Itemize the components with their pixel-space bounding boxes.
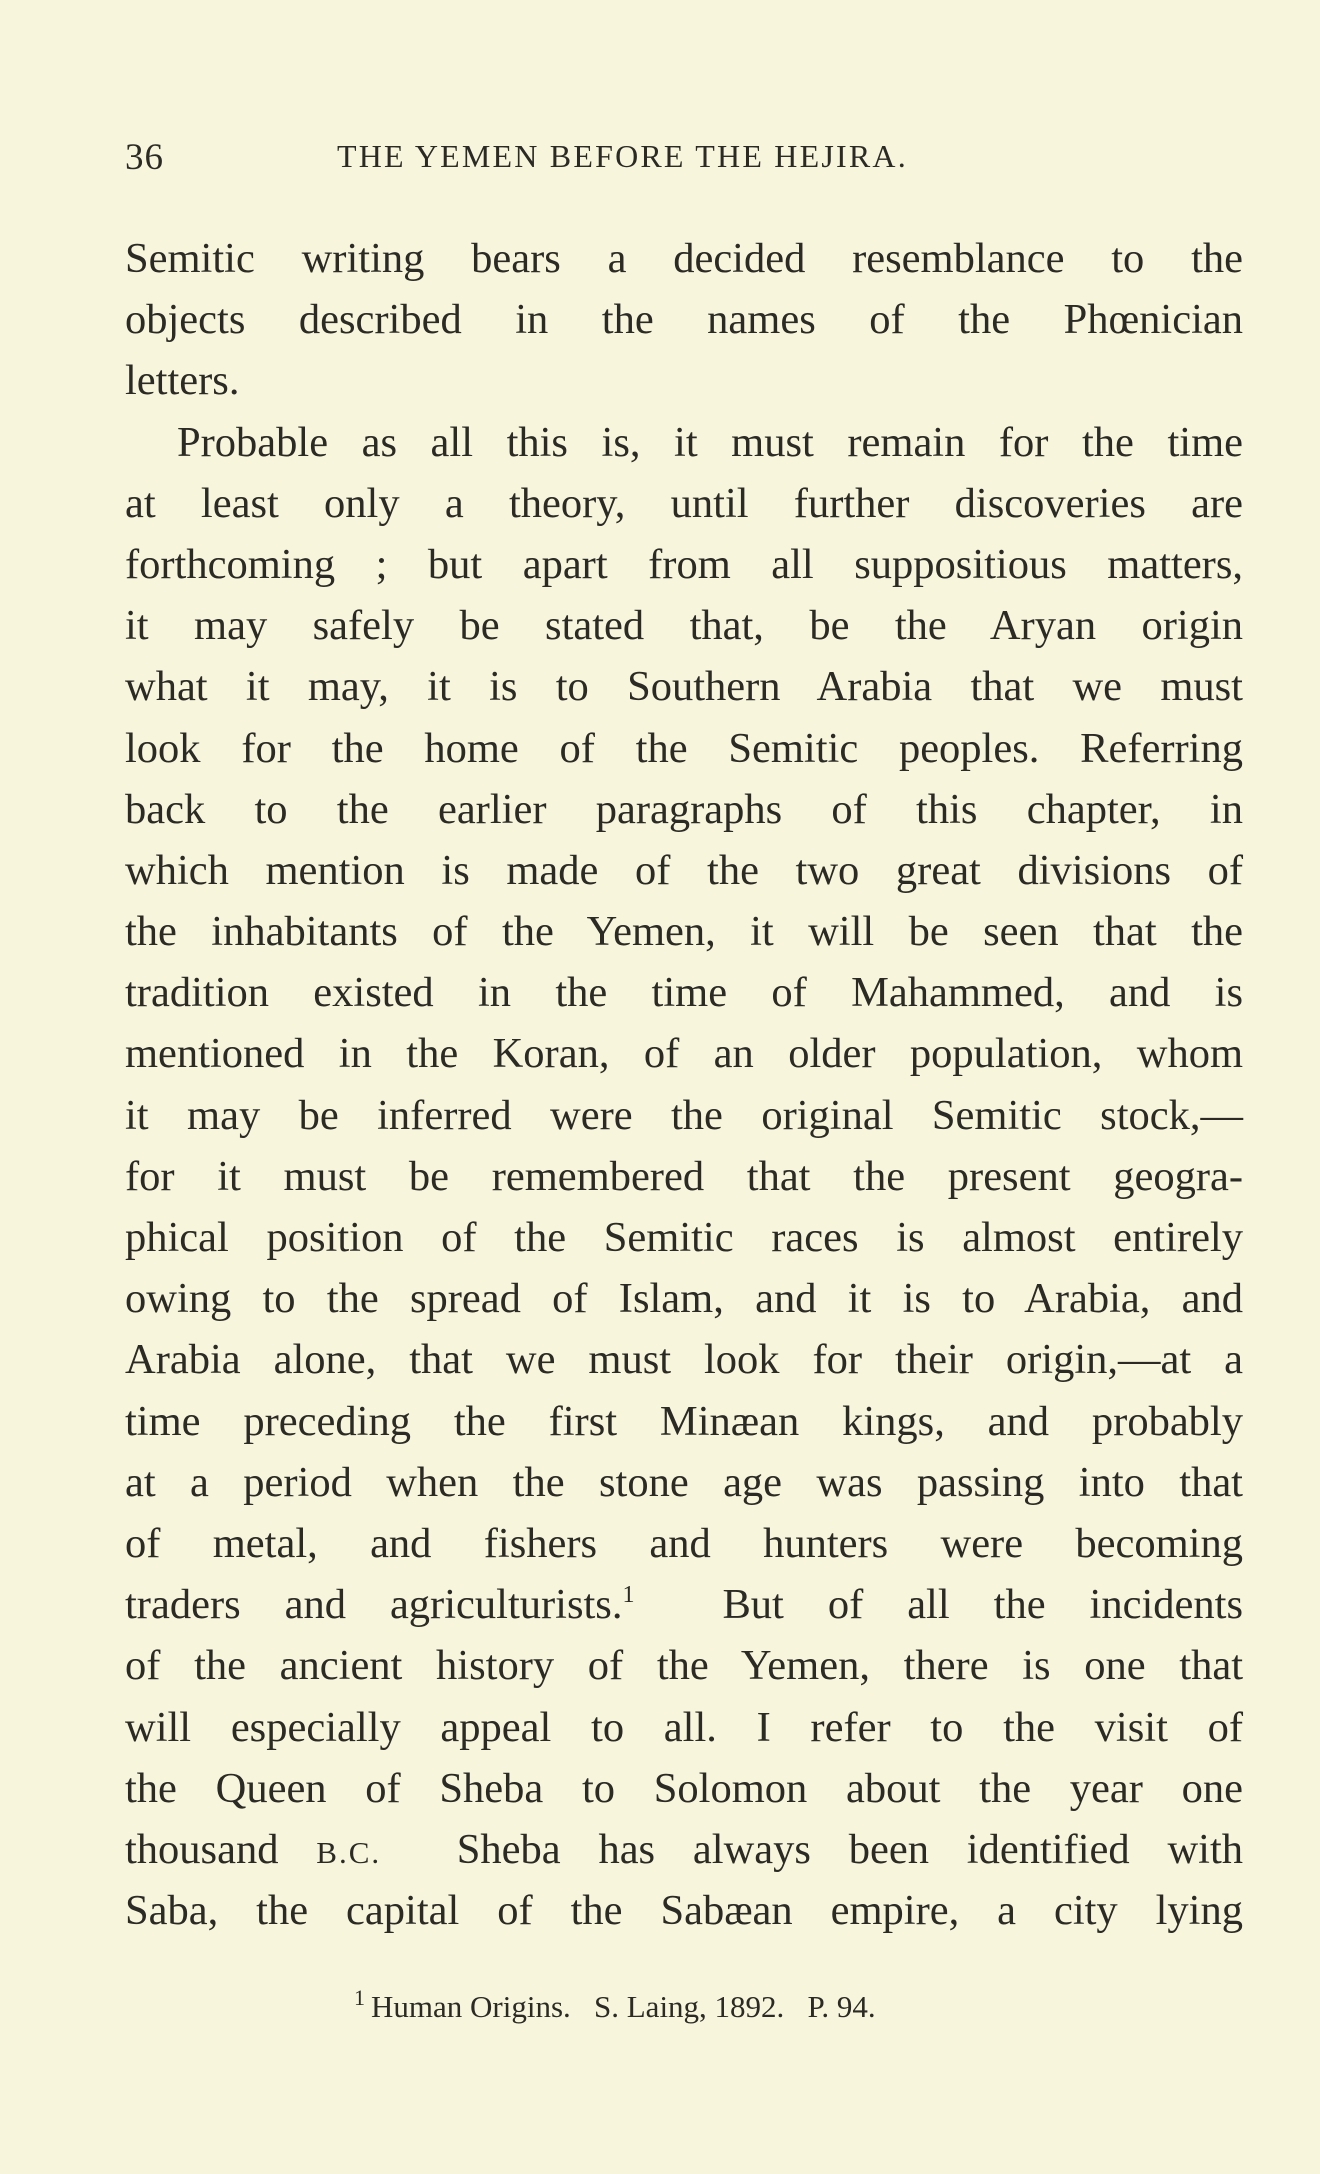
page-number: 36 [125, 137, 164, 178]
text-line: for it must be remembered that the present geogra- [125, 1152, 1243, 1200]
text-line: time preceding the first Minæan kings, and probably [125, 1397, 1243, 1445]
text-line [125, 1819, 1243, 1880]
text-line: Arabia alone, that we must look for their origin,—at a [125, 1336, 1243, 1384]
text-line: Semitic writing bears a decided resemblance to the [125, 235, 1243, 282]
text-line: of the ancient history of the Yemen, there is one that [125, 1642, 1243, 1690]
text-line: Probable as all this is, it must remain for the time [177, 418, 1243, 466]
body-text [125, 228, 1243, 1941]
text-line: it may safely be stated that, be the Aryan origin [125, 602, 1243, 650]
text-line: back to the earlier paragraphs of this chapter, in [125, 785, 1243, 833]
text-line: Saba, the capital of the Sabæan empire, a city lying [125, 1887, 1243, 1935]
text-line: what it may, it is to Southern Arabia that we must [125, 663, 1243, 711]
text-line: at a period when the stone age was passing into that [125, 1458, 1243, 1506]
footnote-text: Human Origins. S. Laing, 1892. P. 94. [371, 1989, 876, 2024]
text-line: mentioned in the Koran, of an older population, whom [125, 1030, 1243, 1078]
text-line: the inhabitants of the Yemen, it will be seen that the [125, 908, 1243, 956]
text-segment: Sheba has always been identified with [456, 1825, 1243, 1873]
text-line: it may be inferred were the original Semitic stock,— [125, 1091, 1243, 1139]
text-line: phical position of the Semitic races is almost entirely [125, 1214, 1243, 1261]
text-line: look for the home of the Semitic peoples. Referring [125, 724, 1243, 772]
text-segment: traders and agriculturists. [125, 1581, 623, 1629]
footnote-mark: 1 [354, 1985, 365, 2010]
text-segment-smallcaps: B.C. [316, 1834, 382, 1870]
footnote [354, 1985, 876, 2025]
text-segment: But of all the incidents [722, 1581, 1243, 1629]
text-line [125, 1574, 1243, 1635]
running-head [125, 136, 1243, 186]
text-line: at least only a theory, until further discoveries are [125, 479, 1243, 527]
running-title: THE YEMEN BEFORE THE HEJIRA. [337, 138, 908, 174]
text-segment: thousand [125, 1825, 279, 1873]
text-line: objects described in the names of the Phœnician [125, 296, 1243, 344]
footnote-reference: 1 [622, 1582, 635, 1609]
text-line: will especially appeal to all. I refer to the visit of [125, 1703, 1243, 1751]
text-line: the Queen of Sheba to Solomon about the year one [125, 1764, 1243, 1812]
text-line: which mention is made of the two great divisions of [125, 846, 1243, 894]
text-line: letters. [125, 357, 240, 405]
text-line: of metal, and fishers and hunters were becoming [125, 1519, 1243, 1567]
text-line: tradition existed in the time of Mahammed, and is [125, 969, 1243, 1017]
text-line: owing to the spread of Islam, and it is to Arabia, and [125, 1275, 1243, 1323]
text-line: forthcoming ; but apart from all suppositious matters, [125, 540, 1243, 588]
